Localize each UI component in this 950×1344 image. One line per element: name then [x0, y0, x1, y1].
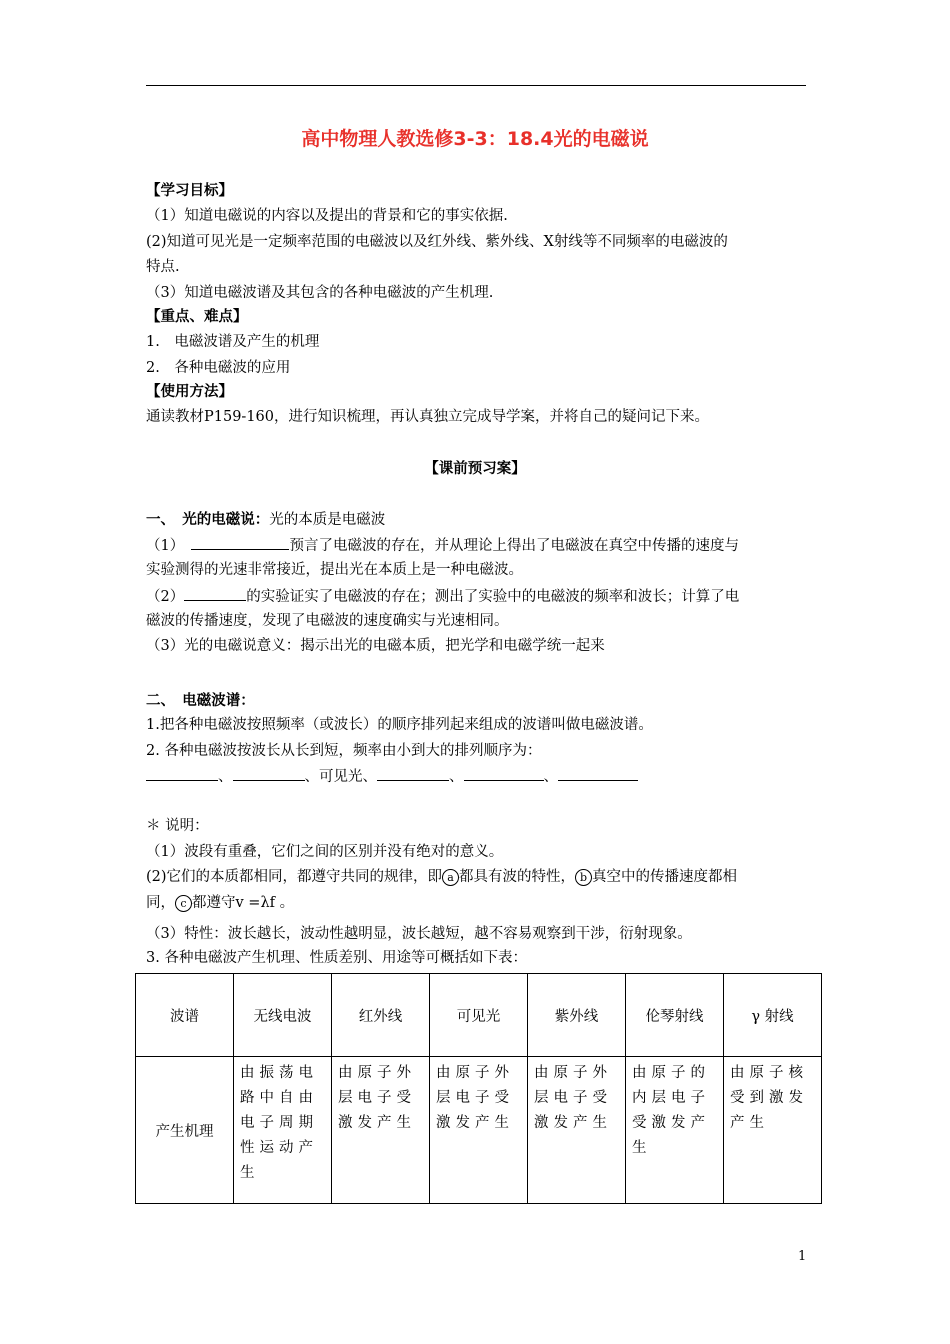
preview-heading: 【课前预习案】	[424, 461, 526, 477]
sep: 、	[543, 769, 558, 785]
s2-para3: 3. 各种电磁波产生机理、性质差别、用途等可概括如下表：	[146, 950, 527, 966]
s1-para1b: 实验测得的光速非常接近，提出光在本质上是一种电磁波。	[146, 562, 523, 578]
circled-c: c	[175, 895, 192, 912]
note-2a	[146, 867, 737, 887]
s1-para1a	[146, 535, 739, 556]
blank-field[interactable]	[191, 535, 289, 550]
s1-p1-text: 预言了电磁波的存在，并从理论上得出了电磁波在真空中传播的速度与	[289, 538, 739, 554]
note-3: （3）特性：波长越长，波动性越明显，波长越短，越不容易观察到干涉，衍射现象。	[146, 926, 692, 942]
goal-3: （3）知道电磁波谱及其包含的各种电磁波的产生机理.	[146, 285, 494, 301]
s1-para2a	[146, 586, 739, 607]
s1-p1-prefix: （1）	[146, 538, 192, 554]
section1-tail: 光的本质是电磁波	[269, 512, 386, 528]
s2-para2: 2. 各种电磁波按波长从长到短，频率由小到大的排列顺序为：	[146, 743, 542, 759]
row-label: 产生机理	[136, 1057, 234, 1204]
section1-heading	[146, 510, 385, 530]
s1-p2-text: 的实验证实了电磁波的存在；测出了实验中的电磁波的频率和波长；计算了电	[246, 589, 740, 605]
goal-2b: 特点.	[146, 259, 180, 275]
table-header: 可见光	[430, 974, 528, 1057]
table-header: 无线电波	[234, 974, 332, 1057]
table-cell: 由原子外层电子受激发产生	[528, 1057, 626, 1204]
table-header-row	[136, 974, 822, 1057]
table-cell: 由振荡电路中自由电子周期性运动产生	[234, 1057, 332, 1204]
note-2b	[146, 893, 294, 913]
goals-heading: 【学习目标】	[146, 183, 233, 199]
s1-p2-prefix: （2）	[146, 589, 185, 605]
table-header: 伦琴射线	[626, 974, 724, 1057]
page-title: 高中物理人教选修3-3：18.4光的电磁说	[301, 128, 649, 150]
s1-para3: （3）光的电磁说意义：揭示出光的电磁本质，把光学和电磁学统一起来	[146, 638, 605, 654]
section1-title: 一、 光的电磁说：	[146, 512, 270, 528]
table-cell: 由原子核受到激发产生	[724, 1057, 822, 1204]
table-header: 红外线	[332, 974, 430, 1057]
blank-field[interactable]	[184, 586, 246, 601]
blank-field[interactable]	[377, 766, 449, 781]
section2-heading: 二、 电磁波谱：	[146, 693, 255, 709]
table-cell: 由原子的内层电子受激发产生	[626, 1057, 724, 1204]
circled-b: b	[575, 869, 592, 886]
table-header: γ 射线	[724, 974, 822, 1057]
s2-sequence	[146, 766, 638, 787]
note-2a-text3: 真空中的传播速度都相	[592, 869, 738, 885]
key-2: 2. 各种电磁波的应用	[146, 360, 291, 376]
table-cell: 由原子外层电子受激发产生	[332, 1057, 430, 1204]
blank-field[interactable]	[233, 766, 305, 781]
table-row	[136, 1057, 822, 1204]
key-heading: 【重点、难点】	[146, 309, 248, 325]
table-cell: 由原子外层电子受激发产生	[430, 1057, 528, 1204]
page-number: 1	[798, 1249, 807, 1264]
spectrum-table	[135, 973, 822, 1204]
sep: 、	[218, 769, 233, 785]
note-2a-text2: 都具有波的特性，	[459, 869, 576, 885]
note-heading: ＊ 说明：	[146, 818, 209, 834]
note-2b-text1: 同，	[146, 895, 175, 911]
s2-para1: 1.把各种电磁波按照频率（或波长）的顺序排列起来组成的波谱叫做电磁波谱。	[146, 717, 653, 733]
note-2b-text2: 都遵守v =λf 。	[192, 895, 295, 911]
blank-field[interactable]	[146, 766, 218, 781]
goal-1: （1）知道电磁说的内容以及提出的背景和它的事实依据.	[146, 208, 508, 224]
blank-field[interactable]	[464, 766, 544, 781]
header-rule	[146, 85, 806, 86]
blank-field[interactable]	[558, 766, 638, 781]
key-1: 1. 电磁波谱及产生的机理	[146, 334, 320, 350]
s1-para2b: 磁波的传播速度，发现了电磁波的速度确实与光速相同。	[146, 613, 509, 629]
circled-a: a	[442, 869, 459, 886]
usage-heading: 【使用方法】	[146, 384, 233, 400]
sep: 、	[449, 769, 464, 785]
note-2a-text1: (2)它们的本质都相同，都遵守共同的规律，即	[146, 869, 443, 885]
visible-light-label: 、可见光、	[304, 769, 377, 785]
note-1: （1）波段有重叠，它们之间的区别并没有绝对的意义。	[146, 844, 504, 860]
usage-text: 通读教材P159-160，进行知识梳理，再认真独立完成导学案，并将自己的疑问记下来。	[146, 409, 710, 425]
goal-2a: (2)知道可见光是一定频率范围的电磁波以及红外线、紫外线、X射线等不同频率的电磁波的	[146, 234, 728, 250]
table-header: 波谱	[136, 974, 234, 1057]
table-header: 紫外线	[528, 974, 626, 1057]
